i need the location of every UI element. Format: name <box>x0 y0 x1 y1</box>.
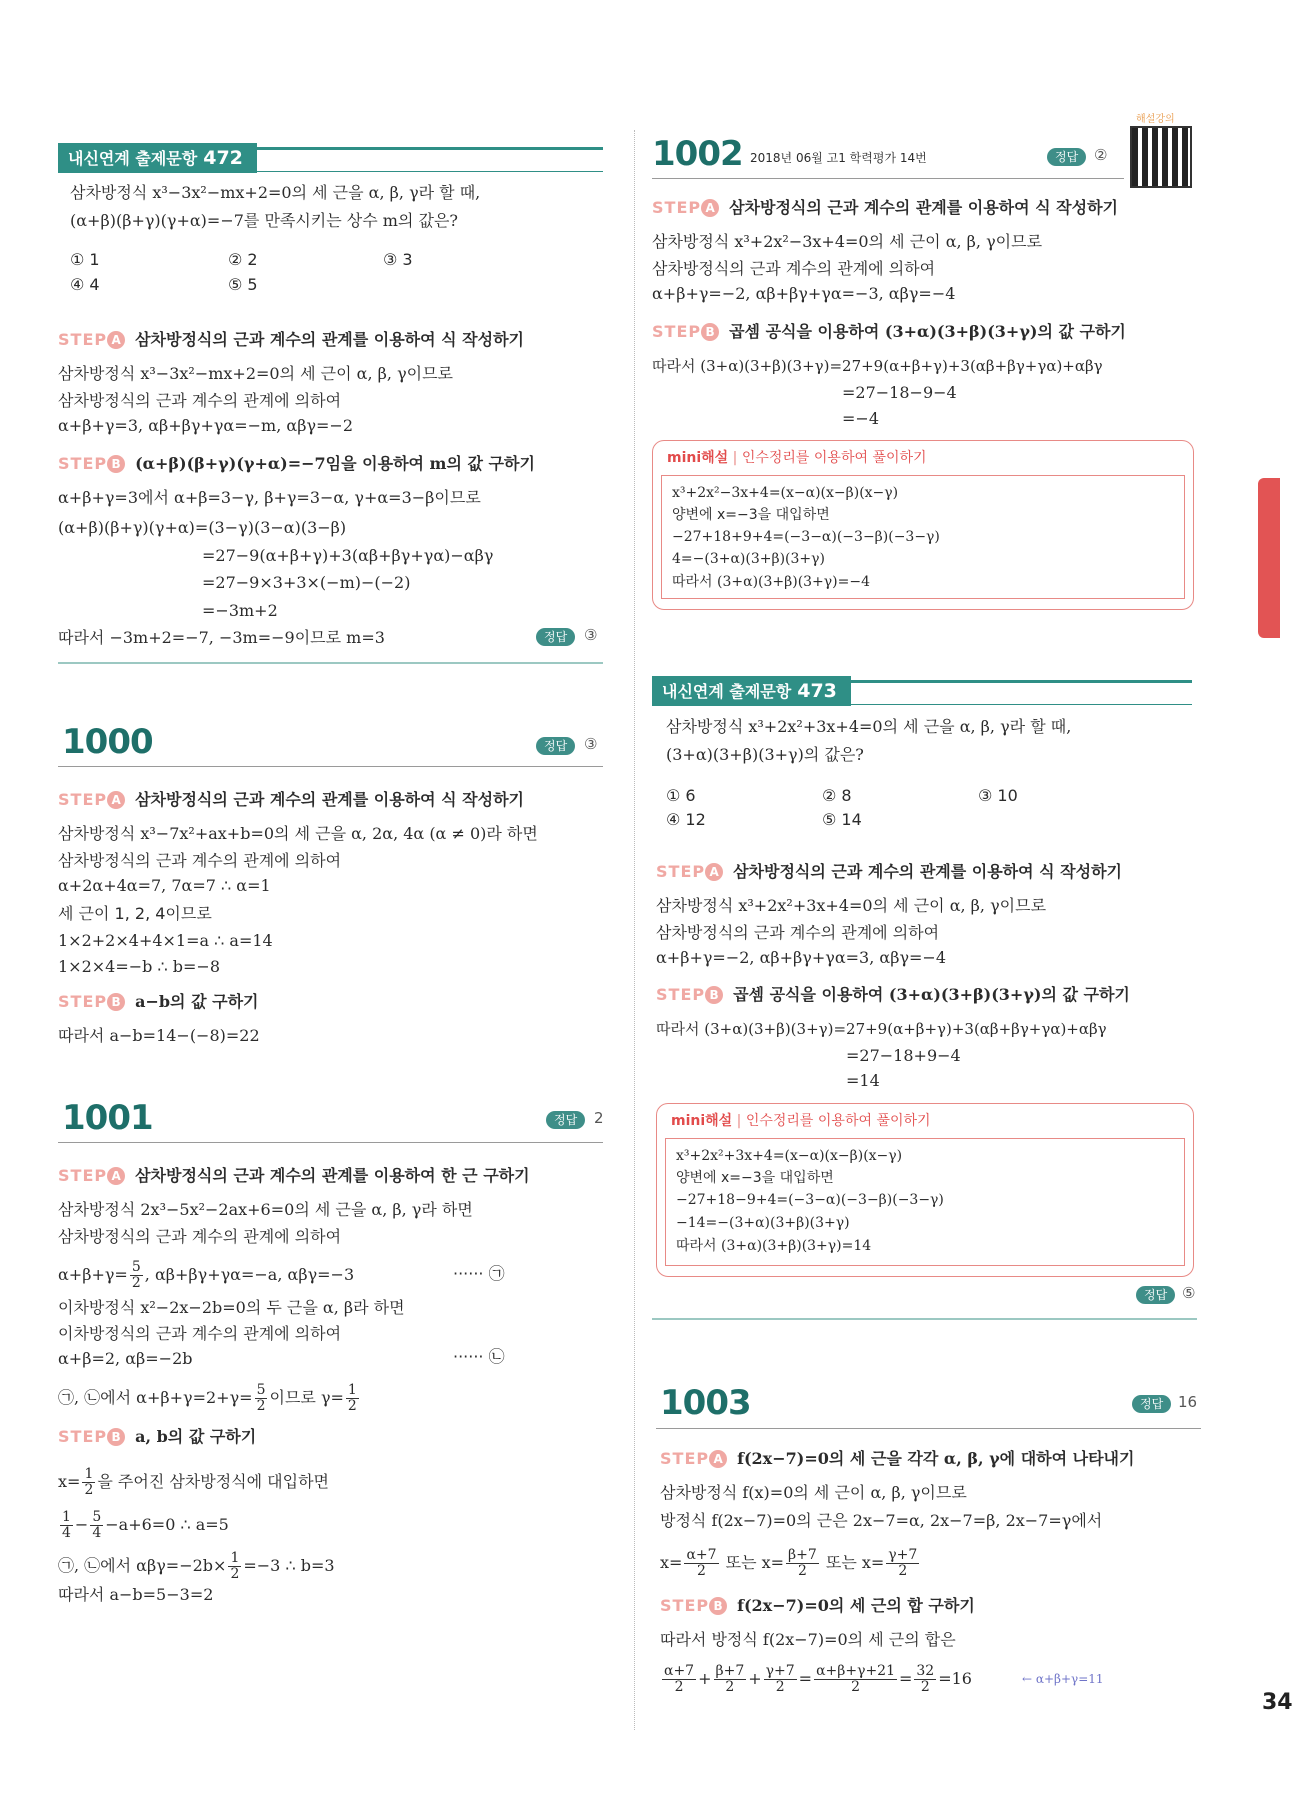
step-letter: B <box>107 455 125 473</box>
mini-line: 따라서 (3+α)(3+β)(3+γ)=−4 <box>672 574 870 590</box>
answer-badge: 정답 <box>536 628 575 646</box>
text: 이므로 γ= <box>269 1388 344 1407</box>
step-label: STEP <box>652 198 702 217</box>
text: 또는 x= <box>720 1553 785 1572</box>
option-1: ① 1 <box>70 250 100 269</box>
mini-line: 양변에 x=−3을 대입하면 <box>672 507 830 523</box>
question-line: 삼차방정식 x³+2x²+3x+4=0의 세 근을 α, β, γ라 할 때, <box>666 717 1072 736</box>
mini-line: 4=−(3+α)(3+β)(3+γ) <box>672 551 825 567</box>
fraction <box>914 1664 936 1695</box>
frac-num: β+7 <box>715 1663 745 1679</box>
frac-den: 2 <box>851 1679 860 1695</box>
solution-line: (α+β)(β+γ)(γ+α)=(3−γ)(3−α)(3−β) <box>58 518 347 537</box>
option-1: ① 6 <box>666 786 696 805</box>
step-b-heading <box>656 984 1130 1006</box>
solution-line <box>58 1551 335 1582</box>
question-line: 삼차방정식 x³−3x²−mx+2=0의 세 근을 α, β, γ라 할 때, <box>70 183 481 202</box>
answer-value: ③ <box>584 735 598 753</box>
problem-number: 1000 <box>62 722 153 762</box>
step-a-heading <box>58 789 524 811</box>
step-a-heading <box>656 861 1122 883</box>
step-title: 삼차방정식의 근과 계수의 관계를 이용하여 식 작성하기 <box>135 330 525 349</box>
solution-line: 방정식 f(2x−7)=0의 근은 2x−7=α, 2x−7=β, 2x−7=γ에서 <box>660 1511 1103 1530</box>
solution-line: 세 근이 1, 2, 4이므로 <box>58 904 212 923</box>
step-title: a, b의 값 구하기 <box>135 1427 257 1446</box>
column-divider <box>634 130 635 1730</box>
fraction <box>346 1383 359 1414</box>
solution-line: =27−9×3+3×(−m)−(−2) <box>202 573 411 592</box>
step-letter: B <box>107 993 125 1011</box>
solution-line: =27−18−9−4 <box>842 383 957 402</box>
fraction <box>60 1510 73 1541</box>
fraction <box>786 1548 819 1579</box>
frac-den: 2 <box>725 1679 735 1695</box>
solution-line: α+β+γ=3에서 α+β=3−γ, β+γ=3−α, γ+α=3−β이므로 <box>58 488 481 507</box>
solution-line: α+β=2, αβ=−2b <box>58 1349 193 1368</box>
step-letter: B <box>705 986 723 1004</box>
solution-line: 따라서 (3+α)(3+β)(3+γ)=27+9(α+β+γ)+3(αβ+βγ+γα)+αβγ <box>656 1020 1107 1038</box>
frac-den: 4 <box>62 1525 71 1541</box>
frac-num: 5 <box>131 1259 141 1275</box>
step-label: STEP <box>656 985 706 1004</box>
text: 을 주어진 삼차방정식에 대입하면 <box>97 1472 330 1491</box>
solution-line: 이차방정식의 근과 계수의 관계에 의하여 <box>58 1324 342 1343</box>
frac-num: 1 <box>230 1550 240 1566</box>
step-title: (α+β)(β+γ)(γ+α)=−7임을 이용하여 m의 값 구하기 <box>135 454 535 473</box>
mini-line: −14=−(3+α)(3+β)(3+γ) <box>676 1215 850 1231</box>
qr-label: 해설강의 <box>1136 114 1175 125</box>
problem-number: 1001 <box>62 1098 153 1138</box>
text: 또는 x= <box>820 1553 885 1572</box>
frac-den: 2 <box>775 1679 785 1695</box>
step-b-heading <box>58 991 258 1013</box>
solution-line: α+β+γ=−2, αβ+βγ+γα=3, αβγ=−4 <box>656 948 947 967</box>
solution-line <box>58 1467 329 1498</box>
answer-badge: 정답 <box>536 737 575 755</box>
option-4: ④ 12 <box>666 810 706 829</box>
solution-line <box>58 1510 229 1541</box>
frac-den: 2 <box>84 1482 94 1498</box>
fraction <box>90 1510 103 1541</box>
solution-line: α+β+γ=3, αβ+βγ+γα=−m, αβγ=−2 <box>58 416 353 435</box>
solution-line: α+2α+4α=7, 7α=7 ∴ α=1 <box>58 876 271 895</box>
mini-label: mini해설 <box>667 450 729 466</box>
mini-label: mini해설 <box>671 1113 733 1129</box>
mini-title: 인수정리를 이용하여 풀이하기 <box>741 450 927 466</box>
solution-line: 삼차방정식의 근과 계수의 관계에 의하여 <box>656 923 940 942</box>
problem-rule <box>58 766 603 767</box>
solution-line: 따라서 a−b=5−3=2 <box>58 1585 214 1604</box>
problem-rule <box>652 178 1124 179</box>
step-letter: B <box>701 323 719 341</box>
step-letter: A <box>107 791 125 809</box>
qr-code[interactable] <box>1130 126 1192 188</box>
step-title: 곱셈 공식을 이용하여 (3+α)(3+β)(3+γ)의 값 구하기 <box>733 985 1130 1004</box>
step-label: STEP <box>656 862 706 881</box>
text: x= <box>58 1472 81 1491</box>
solution-line: 삼차방정식의 근과 계수의 관계에 의하여 <box>58 851 342 870</box>
option-4: ④ 4 <box>70 275 100 294</box>
solution-line: 삼차방정식 x³−7x²+ax+b=0의 세 근을 α, 2α, 4α (α ≠ 0)라 하면 <box>58 824 538 843</box>
solution-line: 따라서 −3m+2=−7, −3m=−9이므로 m=3 <box>58 628 385 647</box>
step-letter: A <box>705 863 723 881</box>
mini-line: x³+2x²−3x+4=(x−α)(x−β)(x−γ) <box>672 485 899 501</box>
solution-line: =14 <box>846 1071 880 1090</box>
solution-line: 이차방정식 x²−2x−2b=0의 두 근을 α, β라 하면 <box>58 1298 405 1317</box>
mini-line: x³+2x²+3x+4=(x−α)(x−β)(x−γ) <box>676 1148 903 1164</box>
solution-line <box>58 1383 361 1414</box>
fraction <box>886 1548 919 1579</box>
text: , αβ+βγ+γα=−a, αβγ=−3 <box>144 1265 355 1284</box>
mini-line: 따라서 (3+α)(3+β)(3+γ)=14 <box>676 1238 872 1254</box>
fraction <box>255 1383 268 1414</box>
text: =−3 ∴ b=3 <box>243 1556 335 1575</box>
fraction <box>684 1548 718 1579</box>
problem-number: 1002 <box>652 134 743 174</box>
tag-number: 472 <box>203 147 243 169</box>
problem-rule <box>656 1428 1201 1429</box>
frac-den: 2 <box>347 1398 357 1414</box>
step-letter: A <box>107 1167 125 1185</box>
frac-num: 1 <box>347 1382 357 1398</box>
text: α+β+γ= <box>58 1265 128 1284</box>
frac-den: 4 <box>92 1525 102 1541</box>
solution-line: =27−18+9−4 <box>846 1046 961 1065</box>
mini-solution-box <box>652 440 1194 610</box>
problem-rule <box>58 1142 603 1143</box>
hint-note: ← α+β+γ=11 <box>1022 1672 1104 1686</box>
step-label: STEP <box>660 1449 710 1468</box>
solution-line <box>660 1548 921 1579</box>
step-letter: A <box>701 199 719 217</box>
tag-473 <box>652 676 1192 706</box>
text: x= <box>660 1553 683 1572</box>
solution-line: 삼차방정식 f(x)=0의 세 근이 α, β, γ이므로 <box>660 1483 967 1502</box>
mini-inner-box <box>665 1138 1185 1266</box>
problem-number: 1003 <box>660 1383 751 1423</box>
step-title: f(2x−7)=0의 세 근을 각각 α, β, γ에 대하여 나타내기 <box>737 1449 1135 1468</box>
frac-num: 1 <box>62 1509 71 1525</box>
text: ㉠, ㉡에서 αβγ=−2b× <box>58 1556 227 1575</box>
step-title: f(2x−7)=0의 세 근의 합 구하기 <box>737 1596 975 1615</box>
solution-line: 삼차방정식의 근과 계수의 관계에 의하여 <box>58 1227 342 1246</box>
section-divider <box>652 1318 1197 1320</box>
mini-line: −27+18−9+4=(−3−α)(−3−β)(−3−γ) <box>676 1192 944 1208</box>
section-divider <box>58 662 603 664</box>
fraction <box>714 1664 747 1695</box>
answer-value: 2 <box>594 1109 604 1127</box>
fraction <box>662 1664 696 1695</box>
step-letter: A <box>709 1450 727 1468</box>
solution-line <box>58 1260 354 1291</box>
option-3: ③ 3 <box>383 250 413 269</box>
solution-line: $\frac{\alpha+7}{2}$ + $\frac{\beta+7}{2}$ + $\frac{\gamma+7}{2}$ = $\frac{\alpha+\beta+\gamma+21}{2}$ = $\frac{32}{2}$ =16 <box>664 1663 972 1695</box>
answer-value: ⑤ <box>1182 1284 1196 1302</box>
page-number: 34 <box>1262 1690 1293 1715</box>
mini-line: 양변에 x=−3을 대입하면 <box>676 1170 834 1186</box>
chapter-side-tab <box>1258 478 1280 638</box>
step-title: 삼차방정식의 근과 계수의 관계를 이용하여 식 작성하기 <box>733 862 1123 881</box>
answer-badge: 정답 <box>1047 148 1086 166</box>
frac-den: 2 <box>920 1679 930 1695</box>
frac-num: 32 <box>916 1663 935 1679</box>
mini-inner-box <box>661 475 1185 599</box>
step-b-heading <box>660 1595 975 1617</box>
step-a-heading <box>652 197 1118 219</box>
step-b-heading <box>58 1426 256 1448</box>
step-title: 삼차방정식의 근과 계수의 관계를 이용하여 식 작성하기 <box>135 790 525 809</box>
solution-line: 삼차방정식의 근과 계수의 관계에 의하여 <box>58 391 342 410</box>
fraction <box>228 1551 241 1582</box>
frac-num: 5 <box>92 1509 102 1525</box>
option-2: ② 8 <box>822 786 852 805</box>
frac-num: 5 <box>256 1382 266 1398</box>
fraction <box>814 1664 897 1695</box>
step-label: STEP <box>58 790 108 809</box>
mini-line: −27+18+9+4=(−3−α)(−3−β)(−3−γ) <box>672 529 940 545</box>
frac-num: α+7 <box>686 1547 717 1563</box>
answer-badge: 정답 <box>546 1111 585 1129</box>
solution-line: 삼차방정식의 근과 계수의 관계에 의하여 <box>652 259 936 278</box>
text: =16 <box>938 1669 972 1688</box>
step-letter: A <box>107 331 125 349</box>
solution-line: 삼차방정식 2x³−5x²−2ax+6=0의 세 근을 α, β, γ라 하면 <box>58 1200 473 1219</box>
mini-header: mini해설 | 인수정리를 이용하여 풀이하기 <box>665 1110 937 1130</box>
frac-num: β+7 <box>788 1547 817 1563</box>
step-title: a−b의 값 구하기 <box>135 992 259 1011</box>
equation-mark: ······ ㉠ <box>453 1264 505 1283</box>
frac-den: 2 <box>230 1566 240 1582</box>
step-b-heading <box>652 321 1126 343</box>
fraction <box>82 1467 95 1498</box>
solution-line: α+β+γ=−2, αβ+βγ+γα=−3, αβγ=−4 <box>652 284 956 303</box>
frac-den: 2 <box>697 1563 706 1579</box>
question-line: (α+β)(β+γ)(γ+α)=−7를 만족시키는 상수 m의 값은? <box>70 211 459 230</box>
frac-den: 2 <box>256 1398 266 1414</box>
solution-line: =−4 <box>842 409 879 428</box>
mini-header: mini해설 | 인수정리를 이용하여 풀이하기 <box>661 447 933 467</box>
solution-line: 따라서 방정식 f(2x−7)=0의 세 근의 합은 <box>660 1630 956 1649</box>
tag-badge <box>652 676 851 706</box>
solution-line: =27−9(α+β+γ)+3(αβ+βγ+γα)−αβγ <box>202 546 494 565</box>
frac-den: 2 <box>674 1679 684 1695</box>
tag-number: 473 <box>797 680 837 702</box>
frac-den: 2 <box>797 1563 807 1579</box>
step-letter: B <box>709 1597 727 1615</box>
fraction <box>130 1260 143 1291</box>
frac-den: 2 <box>898 1563 908 1579</box>
answer-badge: 정답 <box>1132 1395 1171 1413</box>
tag-label: 내신연계 출제문항 <box>662 682 792 701</box>
answer-value: ③ <box>584 626 598 644</box>
step-title: 곱셈 공식을 이용하여 (3+α)(3+β)(3+γ)의 값 구하기 <box>729 322 1126 341</box>
mini-title: 인수정리를 이용하여 풀이하기 <box>745 1113 931 1129</box>
frac-num: γ+7 <box>888 1547 918 1563</box>
option-3: ③ 10 <box>978 786 1018 805</box>
text: − <box>74 1515 89 1534</box>
step-b-heading <box>58 453 535 475</box>
tag-472 <box>58 143 603 173</box>
step-label: STEP <box>58 1427 108 1446</box>
frac-num: γ+7 <box>765 1663 795 1679</box>
step-letter: B <box>107 1428 125 1446</box>
mini-solution-box <box>656 1103 1194 1277</box>
solution-line: 삼차방정식 x³−3x²−mx+2=0의 세 근이 α, β, γ이므로 <box>58 364 454 383</box>
solution-line: 따라서 a−b=14−(−8)=22 <box>58 1026 260 1045</box>
step-a-heading <box>660 1448 1134 1470</box>
fraction <box>764 1664 797 1695</box>
frac-num: α+7 <box>664 1663 695 1679</box>
solution-line: =−3m+2 <box>202 601 278 620</box>
tag-label: 내신연계 출제문항 <box>68 149 198 168</box>
option-2: ② 2 <box>228 250 258 269</box>
step-label: STEP <box>58 1166 108 1185</box>
answer-value: 16 <box>1178 1393 1198 1411</box>
step-label: STEP <box>58 454 108 473</box>
step-label: STEP <box>652 322 702 341</box>
frac-num: 1 <box>84 1466 94 1482</box>
answer-value: ② <box>1094 146 1108 164</box>
equation-mark: ······ ㉡ <box>453 1347 505 1366</box>
solution-line: 삼차방정식 x³+2x²−3x+4=0의 세 근이 α, β, γ이므로 <box>652 232 1043 251</box>
frac-den: 2 <box>131 1275 141 1291</box>
option-5: ⑤ 5 <box>228 275 258 294</box>
step-a-heading <box>58 1165 530 1187</box>
step-title: 삼차방정식의 근과 계수의 관계를 이용하여 식 작성하기 <box>729 198 1119 217</box>
step-label: STEP <box>58 992 108 1011</box>
step-label: STEP <box>660 1596 710 1615</box>
problem-source: 2018년 06월 고1 학력평가 14번 <box>750 151 927 165</box>
step-label: STEP <box>58 330 108 349</box>
question-line: (3+α)(3+β)(3+γ)의 값은? <box>666 745 864 764</box>
solution-line: 1×2×4=−b ∴ b=−8 <box>58 957 220 976</box>
option-5: ⑤ 14 <box>822 810 862 829</box>
tag-badge <box>58 143 257 173</box>
text: −a+6=0 ∴ a=5 <box>105 1515 229 1534</box>
solution-line: 따라서 (3+α)(3+β)(3+γ)=27+9(α+β+γ)+3(αβ+βγ+γα)+αβγ <box>652 357 1103 375</box>
answer-badge: 정답 <box>1136 1286 1175 1304</box>
step-title: 삼차방정식의 근과 계수의 관계를 이용하여 한 근 구하기 <box>135 1166 530 1185</box>
text: ㉠, ㉡에서 α+β+γ=2+γ= <box>58 1388 253 1407</box>
step-a-heading <box>58 329 524 351</box>
frac-num: α+β+γ+21 <box>816 1663 895 1679</box>
solution-line: 1×2+2×4+4×1=a ∴ a=14 <box>58 931 273 950</box>
solution-line: 삼차방정식 x³+2x²+3x+4=0의 세 근이 α, β, γ이므로 <box>656 896 1047 915</box>
